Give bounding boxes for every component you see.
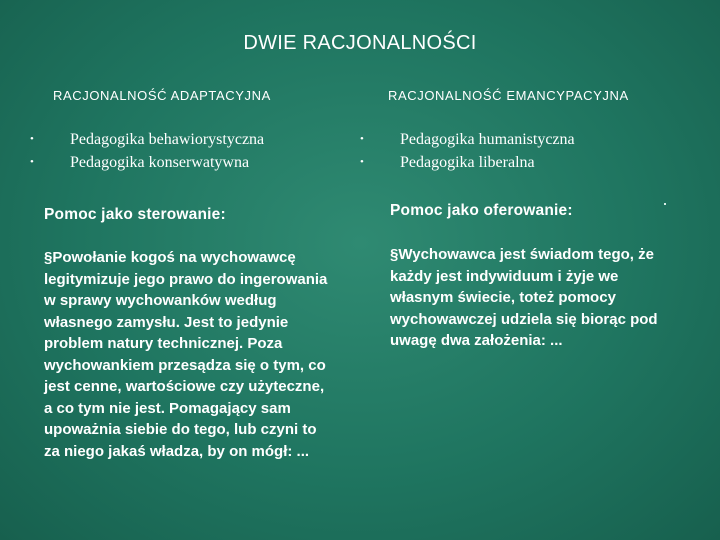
list-item <box>360 128 575 151</box>
list-item <box>30 151 264 174</box>
bullet-icon: • <box>30 133 34 145</box>
slide-title: DWIE RACJONALNOŚCI <box>243 32 477 54</box>
list-item-label: Pedagogika humanistyczna <box>400 131 575 148</box>
list-item <box>360 151 575 174</box>
right-column-heading: RACJONALNOŚĆ EMANCYPACYJNA <box>388 88 629 103</box>
left-body-text: §Powołanie kogoś na wychowawcę legitymizuje jego prawo do ingerowania w sprawy wychowanków według własnego zamysłu. Jest to jedynie problem natury technicznej. Poza wychowankiem przesądza się o tym, co jest cenne, wartościowe czy użyteczne, a co tym nie jest. Pomagający sam upoważnia siebie do tego, lub czyni to za niego jakaś władza, by on mógł: ... <box>44 249 328 460</box>
left-column-heading: RACJONALNOŚĆ ADAPTACYJNA <box>53 88 271 103</box>
list-item <box>30 128 264 151</box>
decorative-dot <box>664 203 666 205</box>
left-bullet-list <box>30 128 264 174</box>
bullet-icon: • <box>360 133 364 145</box>
bullet-icon: • <box>360 156 364 168</box>
list-item-label: Pedagogika konserwatywna <box>70 154 250 171</box>
right-body-text: §Wychowawca jest świadom tego, że każdy jest indywiduum i żyje we własnym świecie, toteż pomocy wychowawczej udziela się biorąc pod uwagę dwa założenia: ... <box>390 246 658 349</box>
right-section-title: Pomoc jako oferowanie: <box>390 202 573 219</box>
left-section-title: Pomoc jako sterowanie: <box>44 206 226 223</box>
bullet-icon: • <box>30 156 34 168</box>
right-bullet-list <box>360 128 575 174</box>
list-item-label: Pedagogika liberalna <box>400 154 535 171</box>
list-item-label: Pedagogika behawiorystyczna <box>70 131 265 148</box>
